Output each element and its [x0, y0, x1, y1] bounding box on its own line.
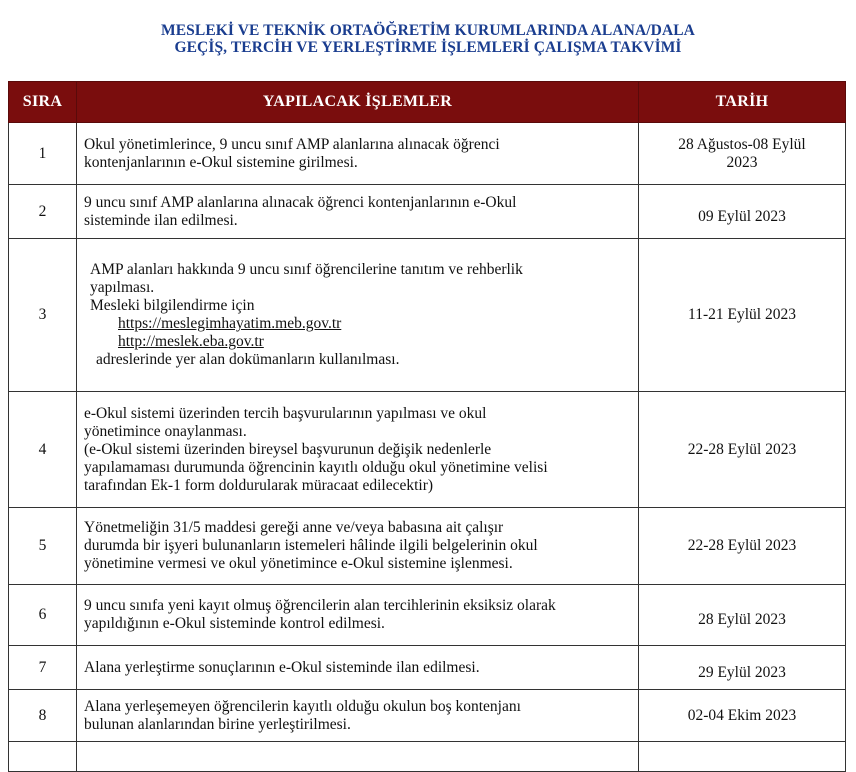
document-title-line-1: MESLEKİ VE TEKNİK ORTAÖĞRETİM KURUMLARINDA ALANA/DALA [161, 22, 695, 39]
table-row-partial [9, 742, 846, 772]
task-line: bulunan alanlarından birine yerleştirilmesi. [84, 715, 351, 733]
table-row [9, 690, 846, 742]
row-number: 8 [9, 690, 77, 742]
task-line: yapılamaması durumunda öğrencinin kayıtlı olduğu okul yönetimine velisi [84, 458, 548, 476]
task-date [639, 185, 846, 239]
row-number: 1 [9, 123, 77, 185]
task-line: adreslerinde yer alan dokümanların kullanılması. [96, 351, 400, 368]
date-text: 11-21 Eylül 2023 [688, 306, 796, 323]
row-number: 7 [9, 646, 77, 690]
task-line: tarafından Ek-1 form doldurularak müracaat edilecektir) [84, 476, 434, 494]
date-text: 02-04 Ekim 2023 [687, 706, 797, 724]
task-description [77, 392, 639, 508]
task-line: (e-Okul sistemi üzerinden bireysel başvurunun değişik nedenlerle [84, 440, 492, 458]
date-text: 29 Eylül 2023 [698, 663, 786, 681]
task-line: yönetimince onaylanması. [84, 422, 247, 440]
table-row [9, 646, 846, 690]
task-description [77, 185, 639, 239]
task-line: yapılması. [90, 279, 155, 296]
task-line: Mesleki bilgilendirme için [90, 297, 255, 314]
date-text: 22-28 Eylül 2023 [687, 440, 797, 458]
link-meslegimhayatim[interactable]: https://meslegimhayatim.meb.gov.tr [118, 315, 342, 332]
table-row [9, 392, 846, 508]
table-row [9, 239, 846, 392]
task-description [77, 123, 639, 185]
task-description [77, 508, 639, 585]
table-row [9, 508, 846, 585]
task-description [77, 239, 639, 392]
task-description [77, 585, 639, 646]
document-title [0, 22, 856, 56]
row-number [9, 742, 77, 772]
task-date [639, 585, 846, 646]
date-line: 2023 [726, 153, 758, 171]
column-header-date: TARİH [639, 82, 846, 123]
task-line: AMP alanları hakkında 9 uncu sınıf öğrencilerine tanıtım ve rehberlik [90, 261, 523, 278]
task-line: kontenjanlarının e-Okul sistemine girilmesi. [84, 153, 358, 171]
table-row [9, 185, 846, 239]
date-text: 28 Eylül 2023 [698, 611, 786, 628]
table-row [9, 123, 846, 185]
task-line: durumda bir işyeri bulunanların istemeleri hâlinde ilgili belgelerinin okul [84, 537, 538, 554]
date-line: 28 Ağustos-08 Eylül [678, 135, 806, 153]
link-meslek-eba[interactable]: http://meslek.eba.gov.tr [118, 333, 264, 350]
table-header-row [9, 82, 846, 123]
column-header-no: SIRA [9, 82, 77, 123]
task-date [639, 742, 846, 772]
task-date [639, 239, 846, 392]
task-date [639, 392, 846, 508]
task-date [639, 690, 846, 742]
task-date [639, 508, 846, 585]
task-line: yapıldığının e-Okul sisteminde kontrol edilmesi. [84, 615, 385, 632]
date-text: 09 Eylül 2023 [698, 207, 786, 225]
task-description [77, 742, 639, 772]
schedule-table [8, 81, 846, 772]
task-date [639, 123, 846, 185]
task-line: Alana yerleşemeyen öğrencilerin kayıtlı olduğu okulun boş kontenjanı [84, 697, 521, 715]
table-row [9, 585, 846, 646]
task-line: Yönetmeliğin 31/5 maddesi gereği anne ve/veya babasına ait çalışır [84, 519, 504, 536]
document-title-line-2: GEÇİŞ, TERCİH VE YERLEŞTİRME İŞLEMLERİ ÇALIŞMA TAKVİMİ [174, 39, 682, 56]
task-date [639, 646, 846, 690]
row-number: 4 [9, 392, 77, 508]
task-line: yönetimine vermesi ve okul yönetimince e-Okul sistemine işlenmesi. [84, 555, 513, 572]
date-text: 22-28 Eylül 2023 [687, 537, 797, 554]
task-line: e-Okul sistemi üzerinden tercih başvurularının yapılması ve okul [84, 404, 487, 422]
task-line: Alana yerleştirme sonuçlarının e-Okul sisteminde ilan edilmesi. [84, 658, 480, 676]
task-line: 9 uncu sınıfa yeni kayıt olmuş öğrencilerin alan tercihlerinin eksiksiz olarak [84, 597, 556, 614]
task-line: Okul yönetimlerince, 9 uncu sınıf AMP alanlarına alınacak öğrenci [84, 135, 500, 153]
task-line: 9 uncu sınıf AMP alanlarına alınacak öğrenci kontenjanlarının e-Okul [84, 193, 517, 211]
row-number: 3 [9, 239, 77, 392]
task-description [77, 690, 639, 742]
row-number: 5 [9, 508, 77, 585]
task-description [77, 646, 639, 690]
row-number: 6 [9, 585, 77, 646]
column-header-task: YAPILACAK İŞLEMLER [77, 82, 639, 123]
task-line: sisteminde ilan edilmesi. [84, 211, 238, 229]
row-number: 2 [9, 185, 77, 239]
